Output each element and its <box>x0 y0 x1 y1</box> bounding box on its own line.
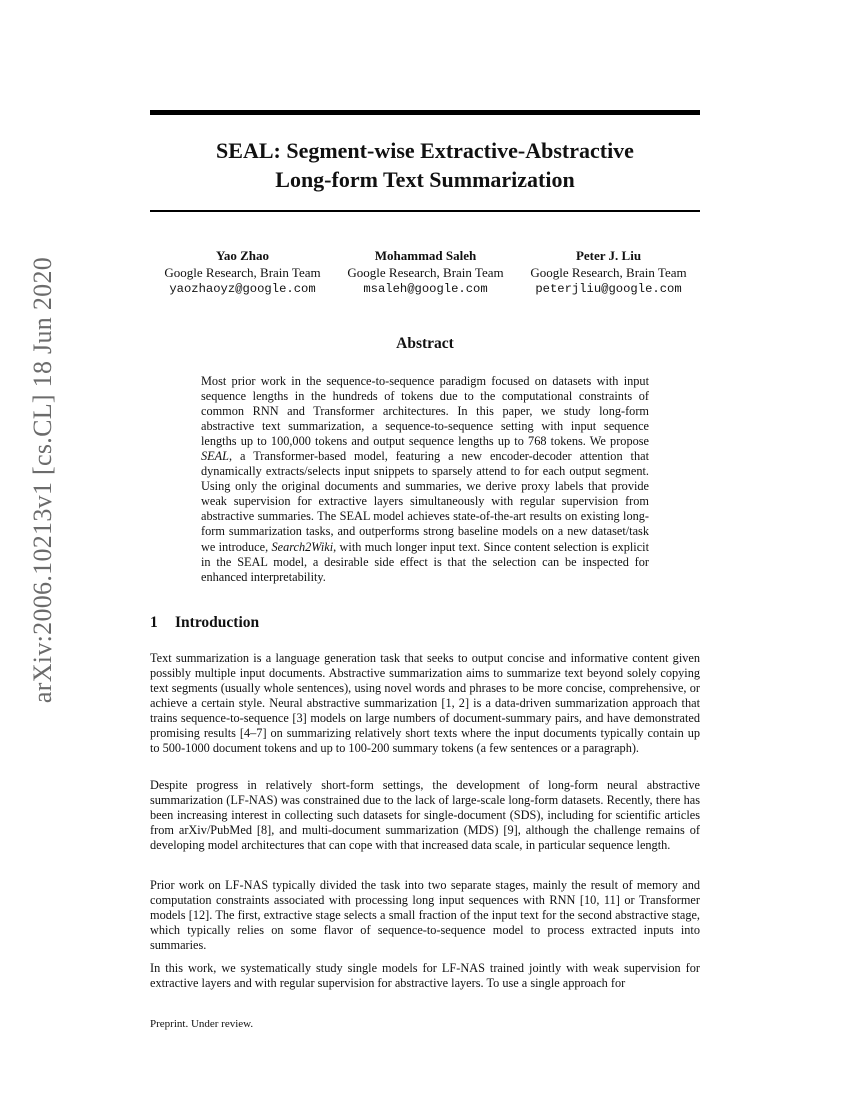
intro-paragraph-1: Text summarization is a language generation task that seeks to output concise and informative content given possibly multiple input documents. Abstractive summarization aims to summarize text beyond solely copying text segments (usually whole sentences), using novel words and phrases to be more concise, comprehensive, or achieve a certain style. Neural abstractive summarization [1, 2] is a data-driven summarization approach that trains sequence-to-sequence [3] models on large numbers of document-summary pairs, and have demonstrated promising results [4–7] on summarizing relatively short texts where the input documents typically contain up to 500-1000 document tokens and up to 100-200 summary tokens (a few sentences or a paragraph). <box>150 651 700 756</box>
abstract-heading: Abstract <box>396 335 454 352</box>
abstract-text-part: , a Transformer-based model, featuring a new encoder-decoder attention that dynamically extracts/selects input snippets to sparsely attend to for each output segment. Using only the original documents and summaries, we derive proxy labels that provide weak supervision for extractive layers simultaneously with regular supervision from abstractive summaries. The SEAL model achieves state-of-the-art results on existing long-form summarization tasks, and outperforms strong baseline models on a new dataset/task we introduce, <box>201 449 649 554</box>
paper-title <box>150 136 700 194</box>
abstract-text-part: Most prior work in the sequence-to-sequence paradigm focused on datasets with input sequence lengths in the hundreds of tokens due to the computational constraints of common RNN and Transformer architectures. In this paper, we study long-form abstractive text summarization, a sequence-to-sequence setting with input sequence lengths up to 100,000 tokens and output sequence lengths up to 768 tokens. We propose <box>201 374 649 449</box>
abstract-model-name: SEAL <box>201 449 230 464</box>
author-block <box>150 247 700 299</box>
section-title: Introduction <box>175 614 260 631</box>
author-affiliation: Google Research, Brain Team <box>347 265 504 280</box>
author-name: Peter J. Liu <box>575 248 642 263</box>
author-name: Yao Zhao <box>215 248 270 263</box>
intro-paragraph-2: Despite progress in relatively short-form settings, the development of long-form neural abstractive summarization (LF-NAS) was constrained due to the lack of large-scale long-form datasets. Recently, there has been increasing interest in collecting such datasets for single-document (SDS), including for scientific articles from arXiv/PubMed [8], and multi-document summarization (MDS) [9], although the challenge remains of developing model architectures that can cope with that increased data scale, in particular sequence length. <box>150 778 700 853</box>
author-email: msaleh@google.com <box>363 282 488 296</box>
paper-title-line-1: SEAL: Segment-wise Extractive-Abstractive <box>216 138 634 163</box>
abstract-dataset-name: Search2Wiki <box>271 539 334 554</box>
author-email: yaozhaoyz@google.com <box>169 282 316 296</box>
author-name: Mohammad Saleh <box>374 248 477 263</box>
title-top-rule <box>150 110 700 115</box>
author-1 <box>150 247 335 298</box>
section-heading-introduction <box>150 614 700 632</box>
author-3 <box>516 247 701 298</box>
author-2 <box>333 247 518 298</box>
author-affiliation: Google Research, Brain Team <box>530 265 687 280</box>
title-bottom-rule <box>150 210 700 212</box>
intro-paragraph-4: In this work, we systematically study single models for LF-NAS trained jointly with weak supervision for extractive layers and with regular supervision for abstractive layers. To use a single approach for <box>150 961 700 991</box>
section-number: 1 <box>150 614 158 631</box>
intro-paragraph-3: Prior work on LF-NAS typically divided the task into two separate stages, mainly the result of memory and computation constraints associated with processing long input sequences with RNN [10, 11] or Transformer models [12]. The first, extractive stage selects a small fraction of the input text for the second abstractive stage, which typically relies on some flavor of sequence-to-sequence model to process extracted inputs into summaries. <box>150 878 700 953</box>
abstract-text-part: , with much longer input text. Since content selection is explicit in the SEAL model, a desirable side effect is that the selection can be inspected for enhanced interpretability. <box>201 539 649 584</box>
paper-title-line-2: Long-form Text Summarization <box>275 167 575 192</box>
abstract-text <box>201 374 649 585</box>
preprint-footer: Preprint. Under review. <box>150 1018 254 1030</box>
author-affiliation: Google Research, Brain Team <box>164 265 321 280</box>
author-email: peterjliu@google.com <box>535 282 682 296</box>
arxiv-identifier-stamp: arXiv:2006.10213v1 [cs.CL] 18 Jun 2020 <box>28 256 57 704</box>
